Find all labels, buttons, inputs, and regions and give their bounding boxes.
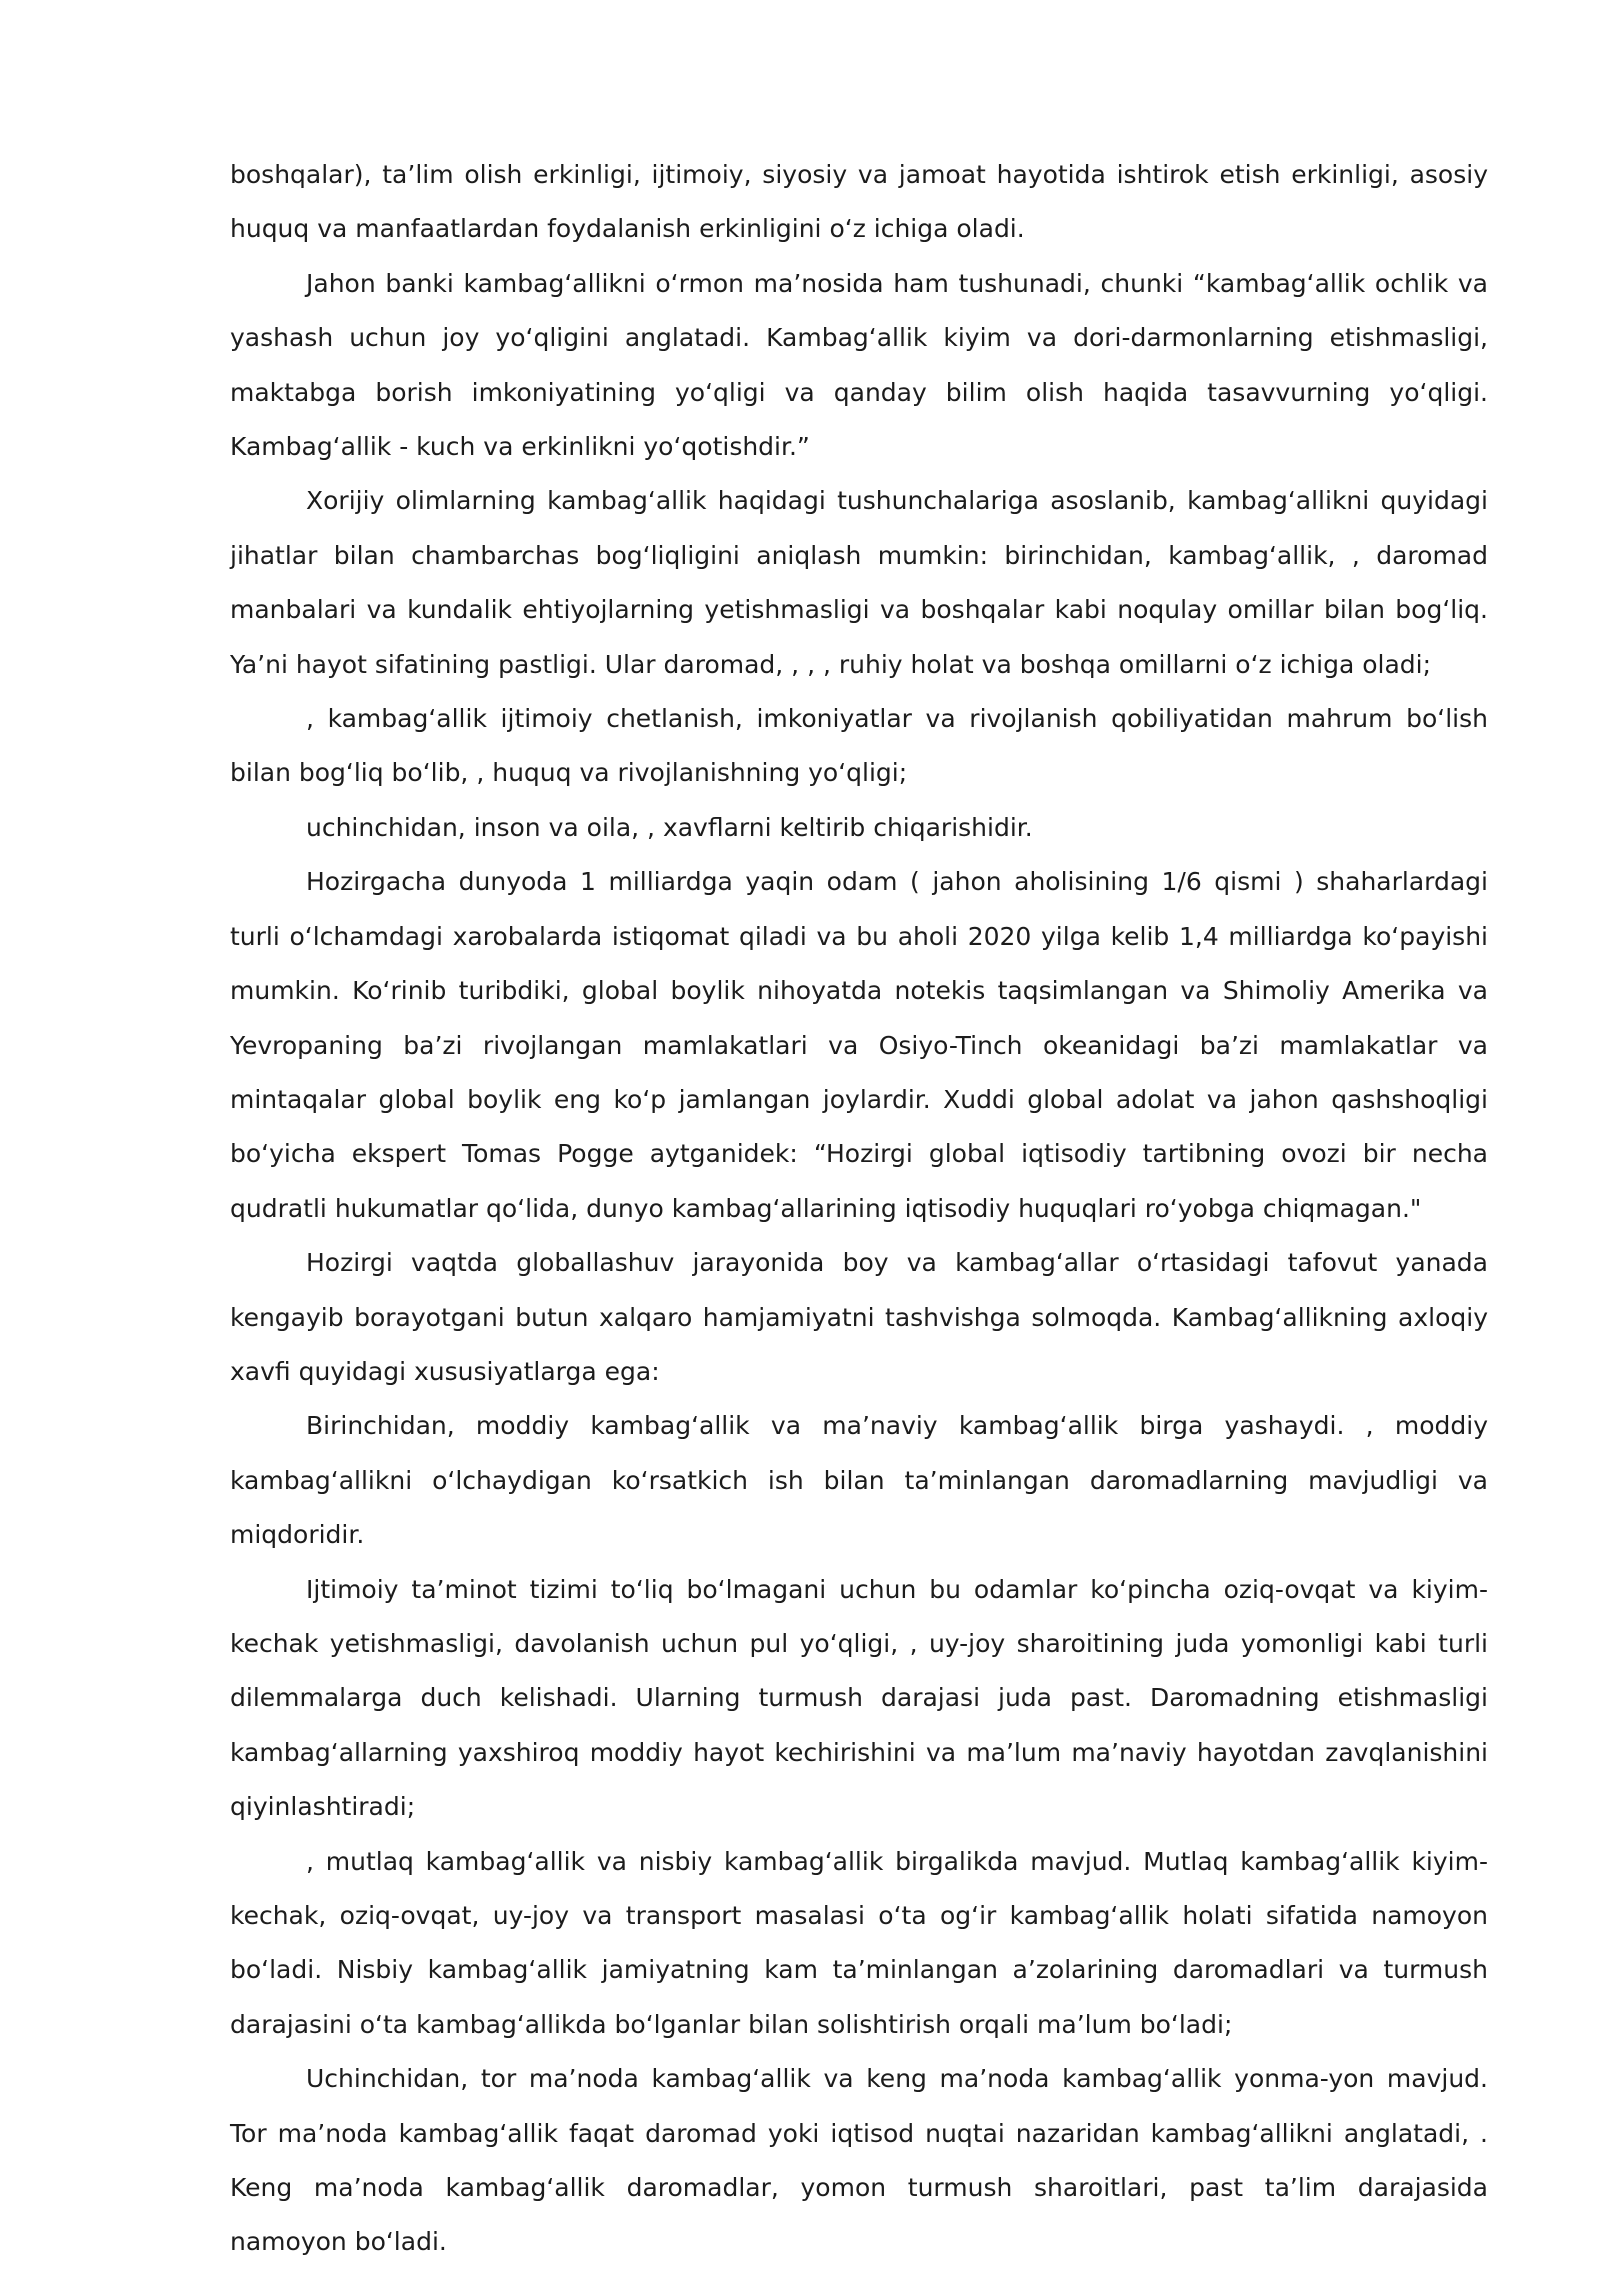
paragraph-5: uchinchidan, inson va oila, , xavflarni keltirib chiqarishidir. bbox=[306, 812, 1033, 842]
paragraph-3: Xorijiy olimlarning kambagʻallik haqidagi tushunchalariga asoslanib, kambagʻallikni quyidagi jihatlar bilan chambarchas bogʻliqligini aniqlash mumkin: birinchidan, kambagʻallik, , daromad manbalari va kundalik ehtiyojlarning yetishmasligi va boshqalar kabi noqulay omillar bilan bogʻliq. Ya’ni hayot sifatining pastligi. Ular daromad, , , , ruhiy holat va boshqa omillarni oʻz ichiga oladi; bbox=[230, 486, 1488, 679]
paragraph-7: Hozirgi vaqtda globallashuv jarayonida boy va kambagʻallar oʻrtasidagi tafovut yanada kengayib borayotgani butun xalqaro hamjamiyatni tashvishga solmoqda. Kambagʻallikning axloqiy xavfi quyidagi xususiyatlarga ega: bbox=[230, 1248, 1488, 1386]
paragraph-6: Hozirgacha dunyoda 1 milliardga yaqin odam ( jahon aholisining 1/6 qismi ) shaharlardagi turli oʻlchamdagi xarobalarda istiqomat qiladi va bu aholi 2020 yilga kelib 1,4 milliardga koʻpayishi mumkin. Koʻrinib turibdiki, global boylik nihoyatda notekis taqsimlangan va Shimoliy Amerika va Yevropaning ba’zi rivojlangan mamlakatlari va Osiyo-Tinch okeanidagi ba’zi mamlakatlar va mintaqalar global boylik eng koʻp jamlangan joylardir. Xuddi global adolat va jahon qashshoqligi boʻyicha ekspert Tomas Pogge aytganidek: “Hozirgi global iqtisodiy tartibning ovozi bir necha qudratli hukumatlar qoʻlida, dunyo kambagʻallarining iqtisodiy huquqlari roʻyobga chiqmagan." bbox=[230, 867, 1488, 1223]
paragraph-1: boshqalar), ta’lim olish erkinligi, ijtimoiy, siyosiy va jamoat hayotida ishtirok etish erkinligi, asosiy huquq va manfaatlardan foydalanish erkinligini oʻz ichiga oladi. bbox=[230, 160, 1488, 244]
paragraph-8: Birinchidan, moddiy kambagʻallik va ma’naviy kambagʻallik birga yashaydi. , moddiy kambagʻallikni oʻlchaydigan koʻrsatkich ish bilan ta’minlangan daromadlarning mavjudligi va miqdoridir. bbox=[230, 1411, 1488, 1550]
paragraph-2: Jahon banki kambagʻallikni oʻrmon ma’nosida ham tushunadi, chunki “kambagʻallik ochlik va yashash uchun joy yoʻqligini anglatadi. Kambagʻallik kiyim va dori-darmonlarning etishmasligi, maktabga borish imkoniyatining yoʻqligi va qanday bilim olish haqida tasavvurning yoʻqligi. Kambagʻallik - kuch va erkinlikni yoʻqotishdir.” bbox=[230, 268, 1488, 462]
paragraph-4: , kambagʻallik ijtimoiy chetlanish, imkoniyatlar va rivojlanish qobiliyatidan mahrum boʻlish bilan bogʻliq boʻlib, , huquq va rivojlanishning yoʻqligi; bbox=[230, 704, 1488, 788]
paragraph-10: , mutlaq kambagʻallik va nisbiy kambagʻallik birgalikda mavjud. Mutlaq kambagʻallik kiyim-kechak, oziq-ovqat, uy-joy va transport masalasi oʻta ogʻir kambagʻallik holati sifatida namoyon boʻladi. Nisbiy kambagʻallik jamiyatning kam ta’minlangan a’zolarining daromadlari va turmush darajasini oʻta kambagʻallikda boʻlganlar bilan solishtirish orqali ma’lum boʻladi; bbox=[230, 1846, 1488, 2039]
paragraph-9: Ijtimoiy ta’minot tizimi toʻliq boʻlmagani uchun bu odamlar koʻpincha oziq-ovqat va kiyim-kechak yetishmasligi, davolanish uchun pul yoʻqligi, , uy-joy sharoitining juda yomonligi kabi turli dilemmalarga duch kelishadi. Ularning turmush darajasi juda past. Daromadning etishmasligi kambagʻallarning yaxshiroq moddiy hayot kechirishini va ma’lum ma’naviy hayotdan zavqlanishini qiyinlashtiradi; bbox=[230, 1574, 1488, 1822]
paragraph-11: Uchinchidan, tor ma’noda kambagʻallik va keng ma’noda kambagʻallik yonma-yon mavjud. Tor ma’noda kambagʻallik faqat daromad yoki iqtisod nuqtai nazaridan kambagʻallikni anglatadi, . Keng ma’noda kambagʻallik daromadlar, yomon turmush sharoitlari, past ta’lim darajasida namoyon boʻladi. bbox=[230, 2064, 1488, 2257]
document-page bbox=[230, 148, 1488, 2270]
